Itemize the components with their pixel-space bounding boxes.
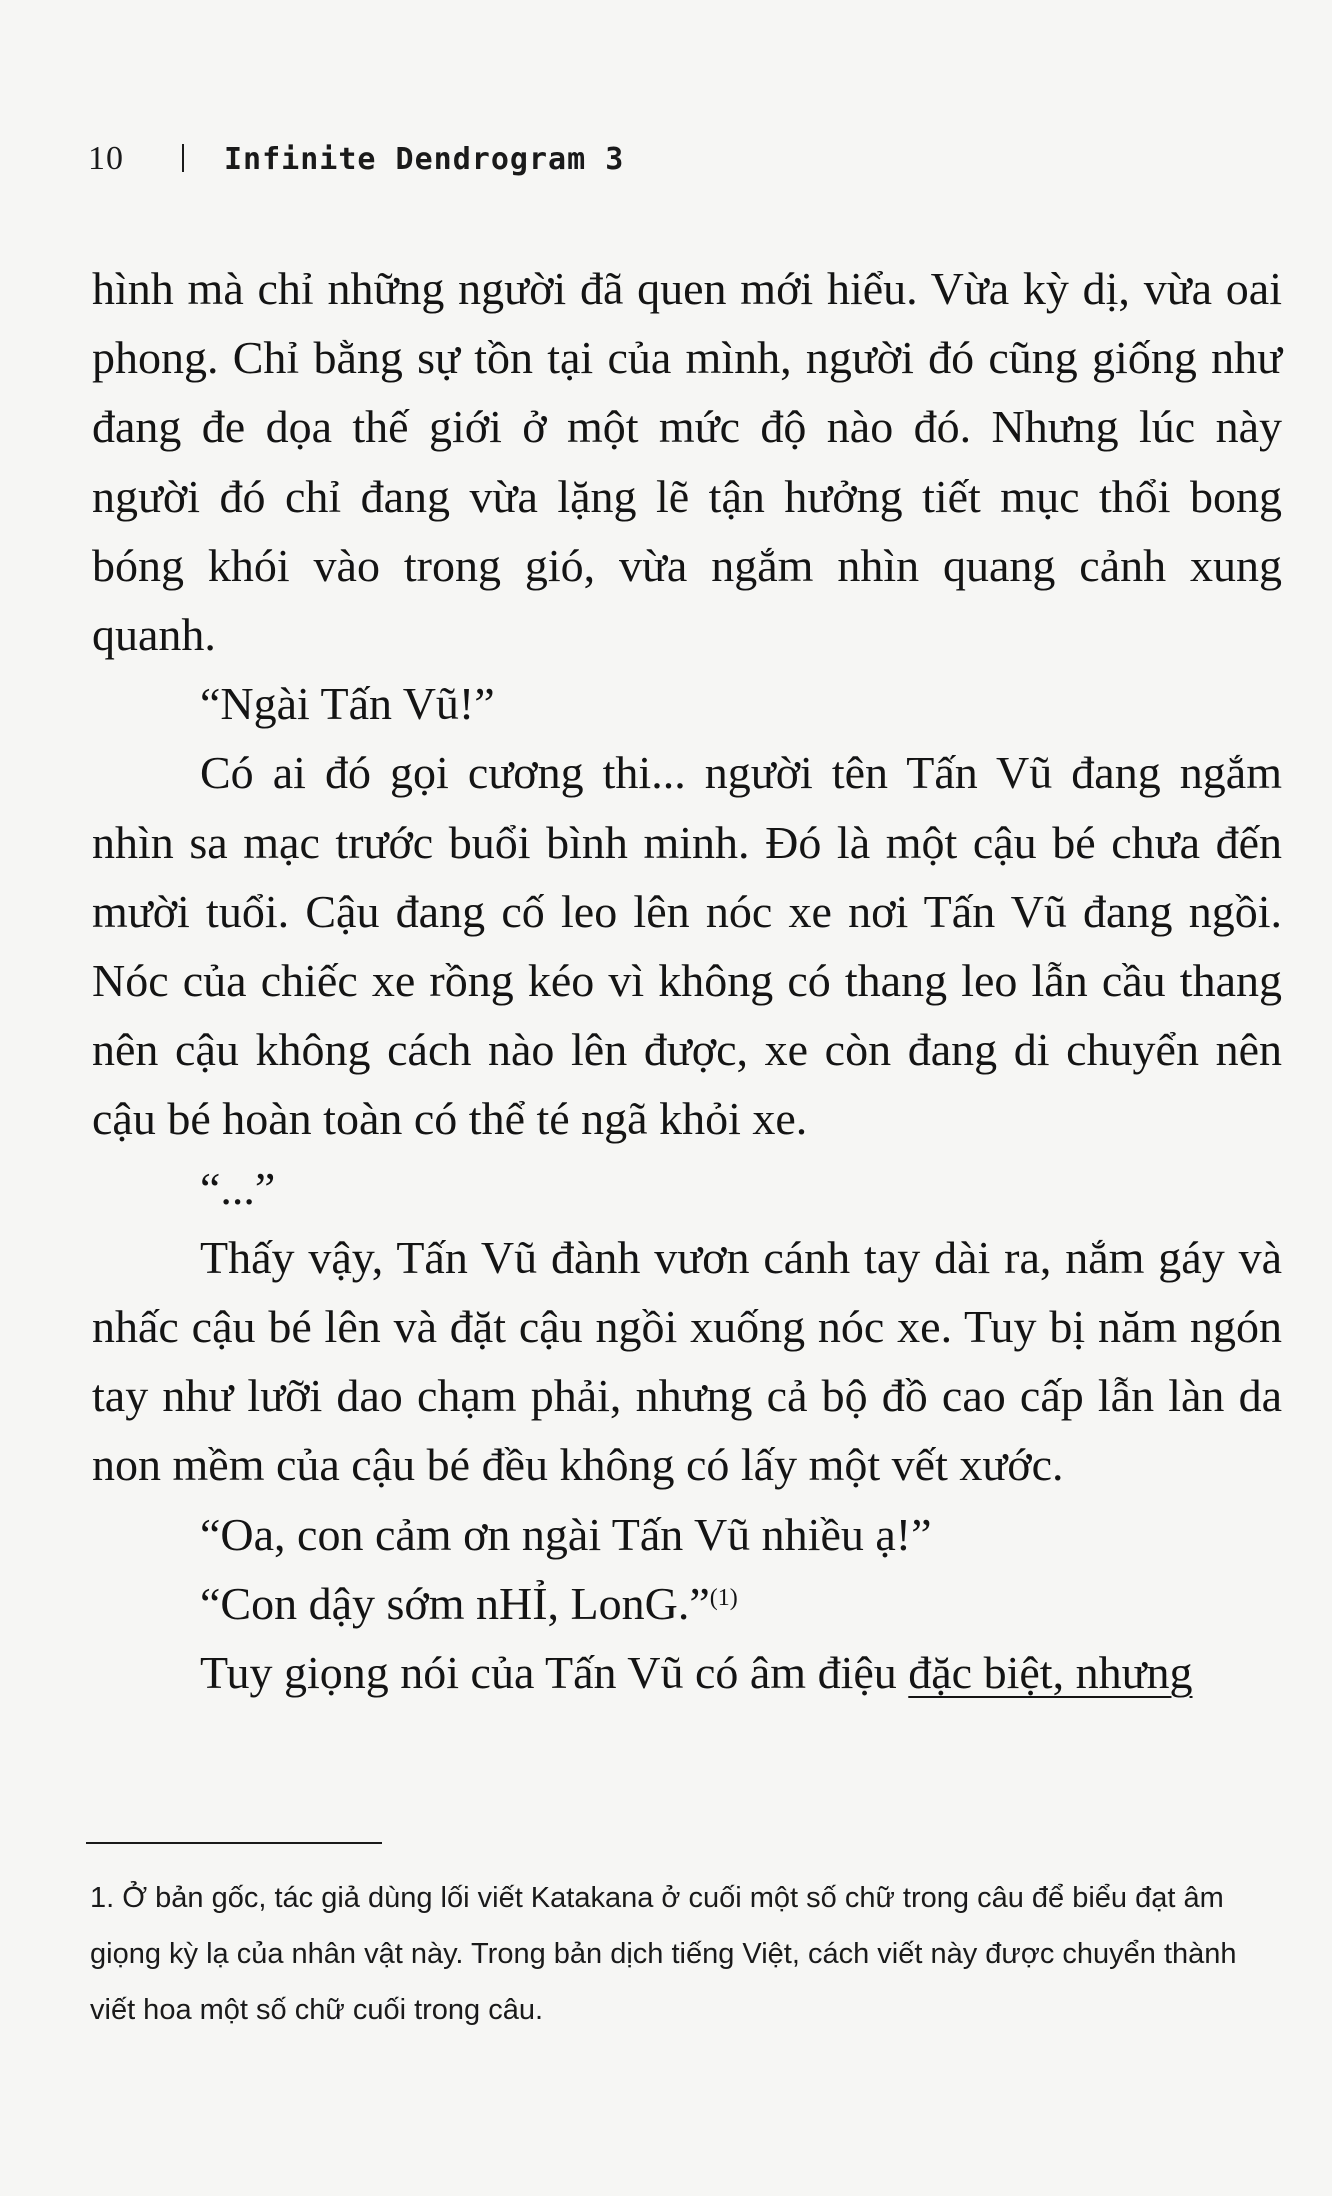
paragraph: Có ai đó gọi cương thi... người tên Tấn Vũ đang ngắm nhìn sa mạc trước buổi bình minh. Đó là một cậu bé chưa đến mười tuổi. Cậu đang cố leo lên nóc xe nơi Tấn Vũ đang ngồi. Nóc của chiếc xe rồng kéo vì không có thang leo lẫn cầu thang nên cậu không cách nào lên được, xe còn đang di chuyển nên cậu bé hoàn toàn có thể té ngã khỏi xe. <box>92 747 1282 1145</box>
paragraph-lead: Tuy giọng nói của Tấn Vũ có âm điệu <box>200 1647 909 1699</box>
footnote-divider <box>86 1842 382 1844</box>
footnote: 1. Ở bản gốc, tác giả dùng lối viết Katakana ở cuối một số chữ trong câu để biểu đạt âm giọng kỳ lạ của nhân vật này. Trong bản dịch tiếng Việt, cách viết này được chuyển thành viết hoa một số chữ cuối trong câu. <box>90 1882 1237 2026</box>
paragraph: “...” <box>200 1162 276 1214</box>
footnote-marker: (1) <box>709 1584 738 1611</box>
running-head <box>52 140 624 178</box>
book-title: Infinite Dendrogram 3 <box>224 142 625 177</box>
page-number: 10 <box>88 140 124 177</box>
body-text <box>92 254 1282 1707</box>
dialogue-line: “Con dậy sớm nHỈ, LonG.” <box>200 1577 710 1629</box>
paragraph: Thấy vậy, Tấn Vũ đành vươn cánh tay dài ra, nắm gáy và nhấc cậu bé lên và đặt cậu ngồi xuống nóc xe. Tuy bị năm ngón tay như lưỡi dao chạm phải, nhưng cả bộ đồ cao cấp lẫn làn da non mềm của cậu bé đều không có lấy một vết xước. <box>92 1231 1282 1491</box>
paragraph: “Oa, con cảm ơn ngài Tấn Vũ nhiều ạ!” <box>200 1508 932 1560</box>
paragraph <box>92 1638 1282 1707</box>
paragraph: “Ngài Tấn Vũ!” <box>200 678 495 730</box>
underlined-text: đặc biệt, nhưng <box>908 1647 1193 1699</box>
paragraph <box>92 1569 1282 1638</box>
paragraph: hình mà chỉ những người đã quen mới hiểu. Vừa kỳ dị, vừa oai phong. Chỉ bằng sự tồn tại của mình, người đó cũng giống như đang đe dọa thế giới ở một mức độ nào đó. Nhưng lúc này người đó chỉ đang vừa lặng lẽ tận hưởng tiết mục thổi bong bóng khói vào trong gió, vừa ngắm nhìn quang cảnh xung quanh. <box>92 263 1282 661</box>
header-separator <box>182 144 184 172</box>
